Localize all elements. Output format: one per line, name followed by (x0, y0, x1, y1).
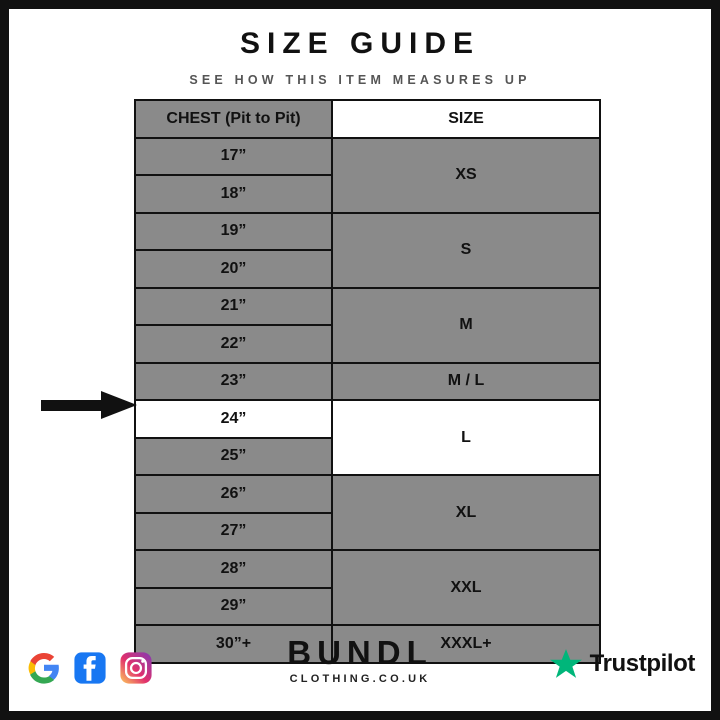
trustpilot-star-icon (549, 647, 583, 681)
size-cell-highlighted: L (332, 400, 600, 475)
page-subtitle: SEE HOW THIS ITEM MEASURES UP (189, 73, 531, 87)
size-table-body (135, 100, 600, 663)
trustpilot-label: Trustpilot (589, 650, 695, 677)
footer (9, 627, 711, 697)
chest-cell: 26” (135, 475, 332, 513)
chest-cell: 29” (135, 588, 332, 626)
table-row (135, 550, 600, 588)
column-header-size: SIZE (332, 100, 600, 138)
size-table-wrapper (134, 99, 601, 664)
chest-cell: 19” (135, 213, 332, 251)
brand-name: BUNDL (287, 634, 433, 672)
page-title: SIZE GUIDE (239, 27, 481, 60)
chest-cell: 27” (135, 513, 332, 551)
brand-domain: CLOTHING.CO.UK (289, 673, 431, 685)
chest-cell: 22” (135, 325, 332, 363)
size-cell: XL (332, 475, 600, 550)
chest-cell: 18” (135, 175, 332, 213)
size-cell: XXL (332, 550, 600, 625)
table-row (135, 363, 600, 401)
size-cell: XXXL+ (332, 625, 600, 663)
chest-cell: 17” (135, 138, 332, 176)
trustpilot-badge[interactable] (549, 647, 695, 681)
table-row (135, 138, 600, 176)
size-cell: S (332, 213, 600, 288)
chest-cell: 28” (135, 550, 332, 588)
size-cell: M (332, 288, 600, 363)
size-cell: XS (332, 138, 600, 213)
right-arrow-icon (41, 391, 137, 419)
chest-cell-highlighted: 24” (135, 400, 332, 438)
chest-cell: 20” (135, 250, 332, 288)
table-row-highlighted (135, 400, 600, 438)
size-table (134, 99, 601, 664)
table-header-row (135, 100, 600, 138)
chest-cell: 30”+ (135, 625, 332, 663)
table-row (135, 475, 600, 513)
chest-cell: 25” (135, 438, 332, 476)
size-cell: M / L (332, 363, 600, 401)
column-header-chest: CHEST (Pit to Pit) (135, 100, 332, 138)
table-row (135, 213, 600, 251)
chest-cell: 21” (135, 288, 332, 326)
chest-cell: 23” (135, 363, 332, 401)
table-row (135, 288, 600, 326)
